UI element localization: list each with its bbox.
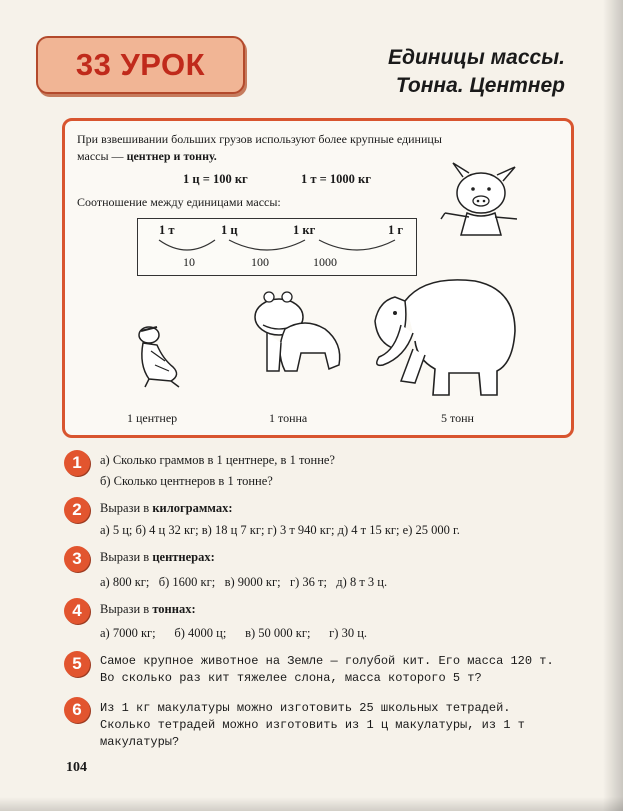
page-bottom-shadow (0, 797, 623, 811)
exercise-4-heading (100, 601, 196, 618)
exercise-6-line-c: макулатуры? (100, 735, 180, 749)
lesson-label: 33 УРОК (75, 47, 206, 82)
factor-10: 10 (183, 255, 195, 269)
exercise-4-task: а) 7000 кг; б) 4000 ц; в) 50 000 кг; г) 30 ц. (100, 626, 368, 640)
exercise-3-heading-unit: центнерах: (152, 550, 215, 564)
formula-tonne: 1 т = 1000 кг (301, 172, 371, 186)
exercise-3-task: а) 800 кг; б) 1600 кг; в) 9000 кг; г) 36 т; д) 8 т 3 ц. (100, 575, 388, 589)
exercise-5-line-a: Самое крупное животное на Земле — голубой кит. Его масса 120 т. (100, 654, 554, 668)
hippo-illustration (245, 281, 355, 391)
exercise-5-line-b: Во сколько раз кит тяжелее слона, масса которого 5 т? (100, 671, 482, 685)
exercise-6-number: 6 (64, 697, 90, 723)
unit-centner: 1 ц (221, 223, 238, 237)
exercise-3-number: 3 (64, 546, 90, 572)
exercise-4-heading-unit: тоннах: (152, 602, 196, 616)
caption-5-tonnes: 5 тонн (441, 411, 474, 425)
exercise-2-heading (100, 500, 232, 517)
intro-units: центнер и тонну. (126, 149, 217, 163)
exercise-2-number: 2 (64, 497, 90, 523)
formula-centner: 1 ц = 100 кг (183, 172, 248, 186)
lesson-badge (36, 36, 245, 94)
page-title (388, 44, 565, 100)
title-line-2: Тонна. Центнер (395, 74, 565, 97)
title-line-1: Единицы массы. (387, 46, 565, 69)
caption-tonne: 1 тонна (269, 411, 308, 425)
intro-text: массы — (77, 149, 127, 163)
exercise-6-line-a: Из 1 кг макулатуры можно изготовить 25 школьных тетрадей. (100, 701, 511, 715)
page-number: 104 (66, 760, 87, 775)
definition-box (62, 118, 574, 438)
person-illustration (131, 321, 191, 393)
exercise-2-heading-text: Вырази в (100, 501, 153, 515)
exercise-3-heading-text: Вырази в (100, 550, 153, 564)
exercise-2-task: а) 5 ц; б) 4 ц 32 кг; в) 18 ц 7 кг; г) 3 т 940 кг; д) 4 т 15 кг; е) 25 000 г. (100, 523, 460, 537)
exercise-2-heading-unit: килограммах: (152, 501, 233, 515)
factor-1000: 1000 (313, 255, 337, 269)
exercise-1-line-b: б) Сколько центнеров в 1 тонне? (100, 474, 273, 488)
relation-heading: Соотношение между единицами массы: (77, 195, 281, 209)
exercise-1-line-a: а) Сколько граммов в 1 центнере, в 1 тонне? (100, 453, 335, 467)
intro-line-2 (77, 148, 217, 164)
exercise-4-heading-text: Вырази в (100, 602, 153, 616)
exercise-1-number: 1 (64, 450, 90, 476)
intro-line-1: При взвешивании больших грузов используют более крупные единицы (77, 132, 442, 146)
unit-kilogram: 1 кг (293, 223, 316, 237)
exercise-4-number: 4 (64, 598, 90, 624)
unit-arcs (137, 218, 427, 278)
elephant-illustration (365, 271, 525, 401)
unit-tonne: 1 т (159, 223, 175, 237)
caption-centner: 1 центнер (127, 411, 178, 425)
exercise-3-heading (100, 549, 215, 566)
pig-illustration (433, 159, 533, 245)
page-edge-shadow (603, 0, 623, 811)
unit-gram: 1 г (388, 223, 404, 237)
factor-100: 100 (251, 255, 269, 269)
exercise-6-line-b: Сколько тетрадей можно изготовить из 1 ц макулатуры, из 1 т (100, 718, 525, 732)
exercise-5-number: 5 (64, 651, 90, 677)
